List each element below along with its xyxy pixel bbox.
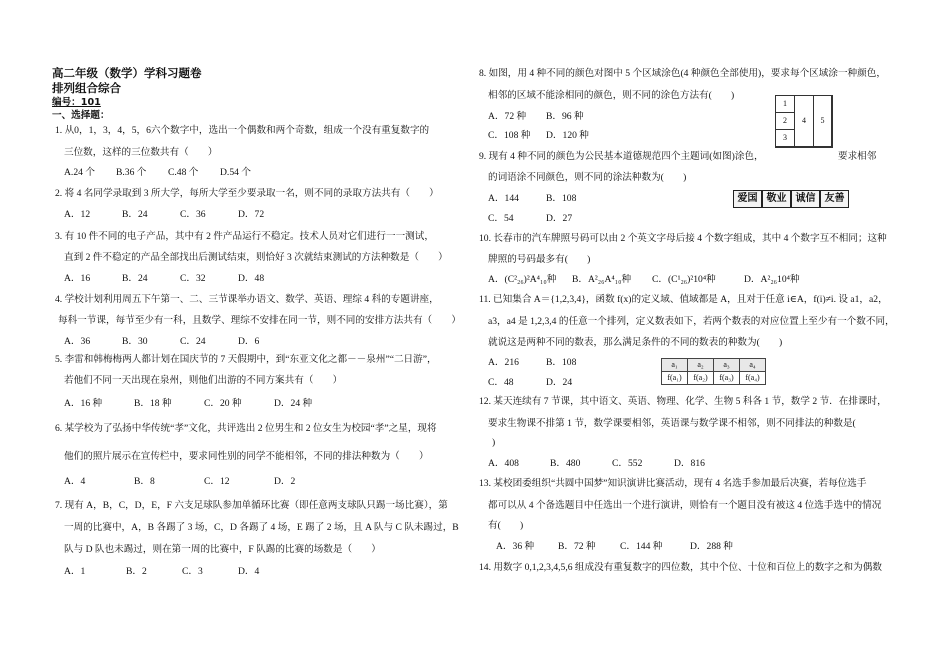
q2-option-b: B．24 (122, 209, 148, 220)
q6-line1: 6. 某学校为了弘扬中华传统“孝”文化，共评选出 2 位男生和 2 位女生为校园“孝”之星，现将 (55, 423, 437, 434)
q11-cell-a2: a₂ (687, 358, 714, 372)
q11-cell-fa2: f(a₂) (687, 371, 714, 385)
q10-options (488, 274, 800, 286)
q13-options (496, 541, 733, 553)
q4-option-a: A．36 (64, 336, 91, 347)
q10-option-c: C．(C¹₂₆)²10⁴种 (652, 274, 716, 285)
q11-line1: 11. 已知集合 A＝{1,2,3,4}，函数 f(x)的定义域、值域都是 A，且对于任意 i∈A，f(i)≠i. 设 a1，a2， (479, 294, 888, 305)
q7-line3: 队与 D 队也未踢过，则在第一周的比赛中，F 队踢的比赛的场数是（ ） (64, 544, 381, 555)
q12-option-c: C．552 (612, 458, 643, 469)
q9-options-row2 (488, 213, 572, 225)
q11-option-b: B．108 (546, 357, 577, 368)
q9-option-b: B．108 (546, 193, 577, 204)
q3-options (64, 273, 264, 285)
q10-line2: 牌照的号码最多有( ) (488, 254, 591, 265)
q11-cell-a4: a₄ (739, 358, 766, 372)
q12-option-b: B．480 (550, 458, 581, 469)
q11-cell-a3: a₃ (713, 358, 740, 372)
q12-options (488, 458, 705, 470)
q12-option-d: D．816 (674, 458, 705, 469)
q6-option-b: B．8 (134, 476, 155, 487)
q1-option-b: B.36 个 (116, 167, 147, 178)
q4-option-b: B．30 (122, 336, 148, 347)
q11-cell-fa4: f(a₄) (739, 371, 766, 385)
q6-option-d: D．2 (274, 476, 296, 487)
q11-cell-fa1: f(a₁) (661, 371, 688, 385)
q8-options-row2 (488, 130, 589, 142)
q13-option-b: B．72 种 (558, 541, 596, 552)
q3-option-d: D．48 (238, 273, 265, 284)
q3-option-b: B．24 (122, 273, 148, 284)
q13-line2: 都可以从 4 个备选题目中任选出一个进行演讲，则恰有一个题目没有被这 4 位选手选中的情况 (488, 500, 882, 511)
q8-region-3: 3 (775, 129, 795, 147)
q3-line1: 3. 有 10 件不同的电子产品，其中有 2 件产品运行不稳定。技术人员对它们进行一一测试， (55, 231, 434, 242)
q11-cell-fa3: f(a₃) (713, 371, 740, 385)
q13-line3: 有( ) (488, 520, 524, 531)
q2-option-c: C．36 (180, 209, 206, 220)
q9-option-d: D．27 (546, 213, 573, 224)
q3-option-c: C．32 (180, 273, 206, 284)
q13-option-d: D．288 种 (690, 541, 733, 552)
q7-option-c: C．3 (182, 566, 203, 577)
q8-line2: 相邻的区域不能涂相同的颜色，则不同的涂色方法有( ) (488, 90, 735, 101)
q2-option-d: D．72 (238, 209, 265, 220)
q9-word-3: 诚信 (791, 190, 820, 208)
q4-options (64, 336, 259, 348)
q11-line3: 就说这是两种不同的数表，那么满足条件的不同的数表的种数为( ) (488, 337, 783, 348)
q6-option-a: A．4 (64, 476, 86, 487)
q1-line2: 三位数，这样的三位数共有（ ） (64, 147, 218, 158)
q10-option-b: B．A²₂₆A⁴₁₀种 (572, 274, 632, 285)
q13-option-a: A．36 种 (496, 541, 535, 552)
q1-option-c: C.48 个 (168, 167, 199, 178)
q9-word-2: 敬业 (762, 190, 791, 208)
q6-option-c: C．12 (204, 476, 230, 487)
q8-option-d: D．120 种 (546, 130, 589, 141)
q13-line1: 13. 某校团委组织“共圆中国梦”知识演讲比赛活动，现有 4 名选手参加最后决赛，若每位选手 (479, 478, 867, 489)
q1-option-a: A.24 个 (64, 167, 95, 178)
q4-option-c: C．24 (180, 336, 206, 347)
q5-option-c: C．20 种 (204, 398, 242, 409)
q10-option-d: D．A²₂₆10⁴种 (744, 274, 800, 285)
q4-line1: 4. 学校计划利用周五下午第一、二、三节课举办语文、数学、英语、理综 4 科的专题讲座， (55, 294, 439, 305)
q5-option-d: D．24 种 (274, 398, 313, 409)
q8-option-a: A．72 种 (488, 111, 527, 122)
q11-options-row1 (488, 357, 576, 369)
q9-word-4: 友善 (820, 190, 849, 208)
q9-line2: 的词语涂不同颜色，则不同的涂法种数为( ) (488, 172, 687, 183)
q1-options (64, 167, 251, 179)
q12-line3: ) (492, 437, 496, 448)
q7-option-d: D．4 (238, 566, 260, 577)
q5-line1: 5. 李雷和韩梅梅两人都计划在国庆节的 7 天假期中，到“东亚文化之都－－泉州”“二日游”， (55, 354, 437, 365)
q14-line1: 14. 用数字 0,1,2,3,4,5,6 组成没有重复数字的四位数，其中个位、十位和百位上的数字之和为偶数 (479, 562, 882, 573)
q8-region-4: 4 (794, 95, 814, 147)
q2-options (64, 209, 264, 221)
q1-line1: 1. 从0，1，3，4，5，6六个数字中，选出一个偶数和两个奇数，组成一个没有重复数字的 (55, 125, 430, 136)
q13-option-c: C．144 种 (620, 541, 663, 552)
q9-line1-tail: 要求相邻 (838, 151, 877, 162)
q7-options (64, 566, 259, 578)
q12-line2: 要求生物课不排第 1 节，数学课要相邻，英语课与数学课不相邻，则不同排法的种数是( (488, 418, 856, 429)
q2-option-a: A．12 (64, 209, 91, 220)
q8-region-2: 2 (775, 112, 795, 130)
q8-line1: 8. 如图，用 4 种不同的颜色对图中 5 个区域涂色(4 种颜色全部使用)，要求每个区域涂一种颜色， (479, 68, 886, 79)
q5-option-b: B．18 种 (134, 398, 172, 409)
q11-option-c: C．48 (488, 377, 514, 388)
q10-line1: 10. 长春市的汽车牌照号码可以由 2 个英文字母后接 4 个数字组成，其中 4 个数字互不相同；这种 (479, 233, 887, 244)
worksheet-code: 编号：101 (52, 97, 101, 108)
q11-option-a: A．216 (488, 357, 519, 368)
q9-option-a: A．144 (488, 193, 519, 204)
q9-options-row1 (488, 193, 576, 205)
q8-option-b: B．96 种 (546, 111, 584, 122)
section-heading: 一、选择题： (52, 110, 110, 121)
worksheet-title: 高二年级（数学）学科习题卷 (52, 66, 202, 80)
q12-option-a: A．408 (488, 458, 519, 469)
q3-option-a: A．16 (64, 273, 91, 284)
q9-option-c: C．54 (488, 213, 514, 224)
q11-line2: a3，a4 是 1,2,3,4 的任意一个排列，定义数表如下，若两个数表的对应位置上至少有一个数不同， (488, 316, 895, 327)
q5-options (64, 398, 312, 410)
q7-option-b: B．2 (126, 566, 147, 577)
worksheet-subtitle: 排列组合综合 (52, 81, 121, 95)
q1-option-d: D.54 个 (220, 167, 251, 178)
q11-cell-a1: a₁ (661, 358, 688, 372)
q11-options-row2 (488, 377, 572, 389)
q12-line1: 12. 某天连续有 7 节课，其中语文、英语、物理、化学、生物 5 科各 1 节，数学 2 节．在排课时， (479, 396, 887, 407)
q6-options (64, 476, 295, 488)
q8-options-row1 (488, 111, 584, 123)
q6-line2: 他们的照片展示在宣传栏中，要求同性别的同学不能相邻，不同的排法种数为（ ） (64, 451, 429, 462)
q7-line1: 7. 现有 A，B，C，D，E，F 六支足球队参加单循环比赛（即任意两支球队只踢一场比赛），第 (55, 500, 448, 511)
q4-line2: 每科一节课，每节至少有一科，且数学、理综不安排在同一节，则不同的安排方法共有（ ） (58, 315, 461, 326)
q4-option-d: D．6 (238, 336, 260, 347)
q10-option-a: A．(C²₂₆)²A⁴₁₀种 (488, 274, 557, 285)
q2-line1: 2. 将 4 名同学录取到 3 所大学，每所大学至少要录取一名，则不同的录取方法共有（ ） (55, 188, 439, 199)
q9-line1: 9. 现有 4 种不同的颜色为公民基本道德规范四个主题词(如图)涂色， (479, 151, 764, 162)
q8-region-1: 1 (775, 95, 795, 113)
q5-option-a: A．16 种 (64, 398, 103, 409)
q7-line2: 一周的比赛中，A，B 各踢了 3 场，C，D 各踢了 4 场，E 踢了 2 场，且 A 队与 C 队未踢过，B (64, 522, 459, 533)
q7-option-a: A．1 (64, 566, 86, 577)
q5-line2: 若他们不同一天出现在泉州，则他们出游的不同方案共有（ ） (64, 375, 343, 386)
q9-word-1: 爱国 (733, 190, 762, 208)
q3-line2: 直到 2 件不稳定的产品全部找出后测试结束，则恰好 3 次就结束测试的方法种数是（ ） (64, 252, 448, 263)
q8-region-5: 5 (813, 95, 832, 147)
q11-option-d: D．24 (546, 377, 573, 388)
q8-option-c: C．108 种 (488, 130, 531, 141)
